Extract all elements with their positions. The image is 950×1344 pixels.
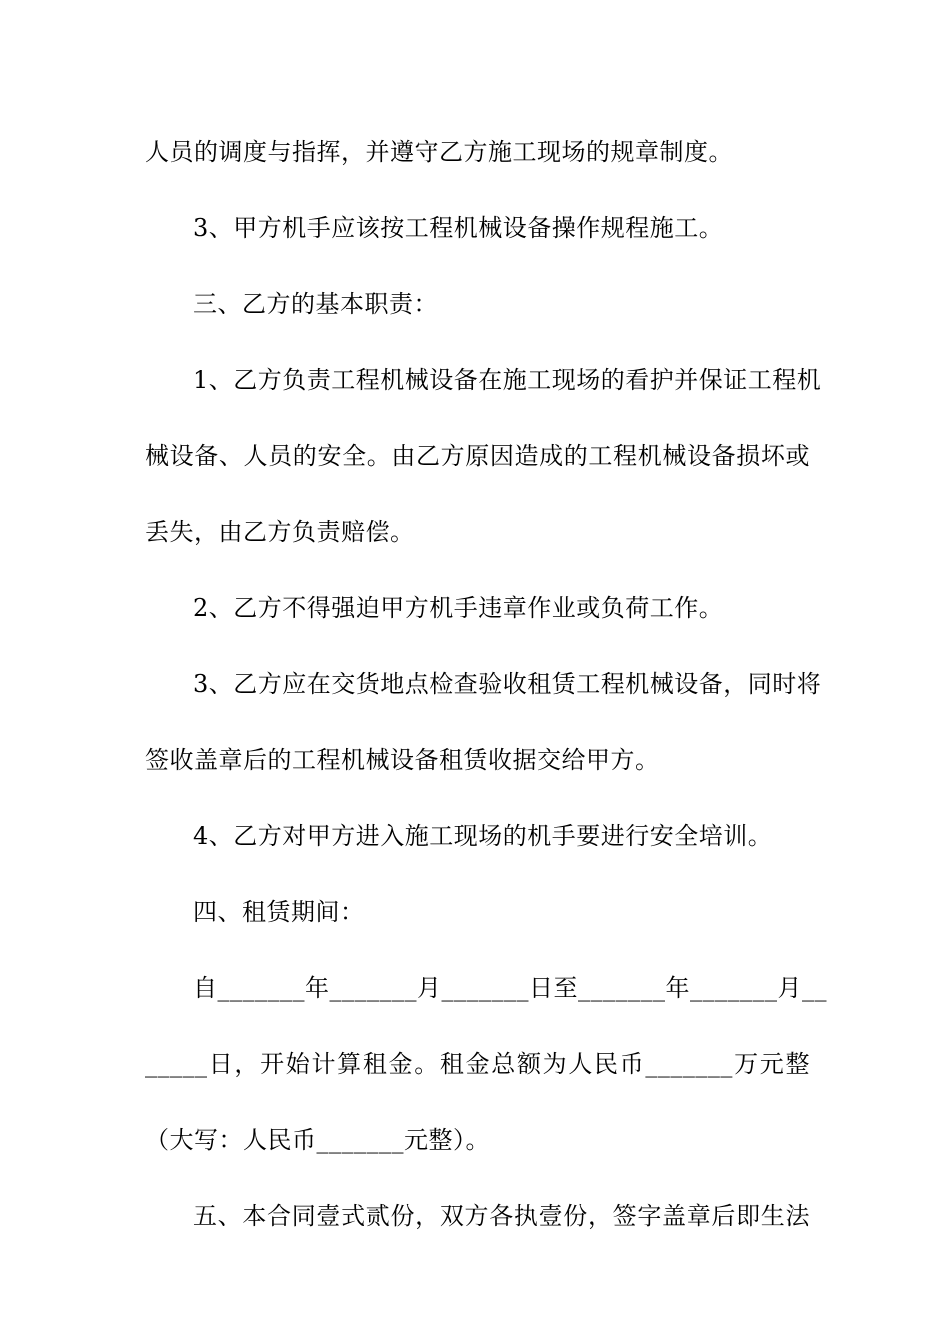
section-heading: 四、租赁期间： — [193, 898, 365, 926]
paragraph-line: 自_______年_______月_______日至_______年_______月__ — [193, 974, 827, 1002]
section-heading: 三、乙方的基本职责： — [193, 290, 438, 318]
paragraph-line: 4、乙方对甲方进入施工现场的机手要进行安全培训。 — [193, 822, 773, 850]
paragraph-line: 3、甲方机手应该按工程机械设备操作规程施工。 — [193, 214, 724, 242]
paragraph-line: _____日，开始计算租金。租金总额为人民币_______万元整 — [145, 1050, 810, 1078]
paragraph-line: 2、乙方不得强迫甲方机手违章作业或负荷工作。 — [193, 594, 724, 622]
paragraph-line: 3、乙方应在交货地点检查验收租赁工程机械设备，同时将 — [193, 670, 822, 698]
paragraph-line: 械设备、人员的安全。由乙方原因造成的工程机械设备损坏或 — [145, 442, 810, 470]
paragraph-line: 人员的调度与指挥，并遵守乙方施工现场的规章制度。 — [145, 138, 733, 166]
paragraph-line: 签收盖章后的工程机械设备租赁收据交给甲方。 — [145, 746, 660, 774]
paragraph-line: 丢失，由乙方负责赔偿。 — [145, 518, 415, 546]
paragraph-line: （大写：人民币_______元整）。 — [145, 1126, 490, 1154]
paragraph-line: 1、乙方负责工程机械设备在施工现场的看护并保证工程机 — [193, 366, 822, 394]
paragraph-line: 五、本合同壹式贰份，双方各执壹份，签字盖章后即生法 — [193, 1202, 810, 1230]
